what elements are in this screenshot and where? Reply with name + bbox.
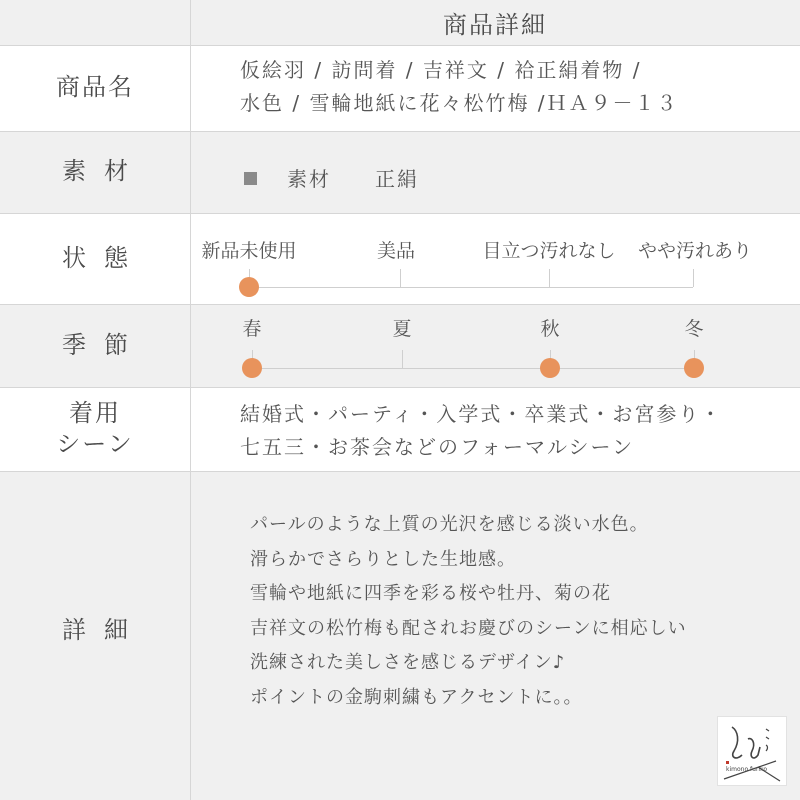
name-label: 商品名 (56, 73, 134, 102)
condition-level-label: 新品未使用 (201, 240, 297, 262)
svg-text:kimono furiko: kimono furiko (726, 766, 768, 773)
season-selected-dot (242, 358, 262, 378)
condition-level-label: やや汚れあり (637, 240, 753, 262)
occasion-label-line-2: シーン (56, 430, 134, 458)
condition-track (249, 287, 693, 288)
season-level-label: 春 (242, 318, 262, 340)
season-label: 季節 (62, 330, 146, 359)
season-tick (402, 350, 403, 368)
detail-label: 詳細 (62, 616, 146, 645)
season-track (252, 368, 694, 369)
season-level-label: 秋 (540, 318, 560, 340)
detail-line: 洗練された美しさを感じるデザイン♪ (250, 652, 566, 674)
name-line-1: 仮絵羽 / 訪問着 / 吉祥文 / 袷正絹着物 / (240, 58, 642, 82)
condition-tick (400, 269, 401, 287)
row-divider (0, 213, 800, 214)
detail-line: 滑らかでさらりとした生地感。 (250, 548, 516, 570)
brand-logo-icon (718, 717, 786, 785)
occasion-line-2: 七五三・お茶会などのフォーマルシーン (240, 435, 635, 459)
detail-line: パールのような上質の光沢を感じる淡い水色。 (250, 514, 649, 535)
condition-selected-dot (239, 277, 259, 297)
season-selected-dot (684, 358, 704, 378)
material-key: 素材 (287, 167, 331, 191)
material-label: 素材 (62, 157, 146, 186)
detail-line: 雪輪や地紙に四季を彩る桜や牡丹、菊の花 (250, 583, 611, 605)
row-divider (0, 387, 800, 388)
season-level-label: 冬 (684, 318, 704, 340)
page-title: 商品詳細 (443, 11, 547, 39)
condition-label: 状態 (62, 243, 146, 272)
detail-line: ポイントの金駒刺繍もアクセントに。。 (250, 686, 583, 708)
row-divider (0, 304, 800, 305)
condition-tick (549, 269, 550, 287)
row-divider (0, 45, 800, 46)
condition-tick (693, 269, 694, 287)
detail-line: 吉祥文の松竹梅も配されお慶びのシーンに相応しい (250, 617, 687, 639)
material-text: 正絹 (375, 167, 419, 191)
occasion-label-line-1: 着用 (69, 398, 121, 427)
occasion-line-1: 結婚式・パーティ・入学式・卒業式・お宮参り・ (240, 402, 723, 426)
condition-level-label: 目立つ汚れなし (482, 240, 616, 262)
occasion-label (0, 387, 190, 471)
column-divider (190, 0, 191, 800)
detail-text (250, 508, 687, 716)
season-level-label: 夏 (392, 318, 412, 340)
brand-logo (717, 716, 787, 786)
row-divider (0, 471, 800, 472)
condition-level-label: 美品 (376, 240, 416, 262)
name-line-2: 水色 / 雪輪地紙に花々松竹梅 /ＨＡ９－１３ (240, 91, 679, 115)
square-bullet-icon (244, 172, 257, 185)
season-selected-dot (540, 358, 560, 378)
material-value (244, 164, 419, 195)
row-divider (0, 131, 800, 132)
